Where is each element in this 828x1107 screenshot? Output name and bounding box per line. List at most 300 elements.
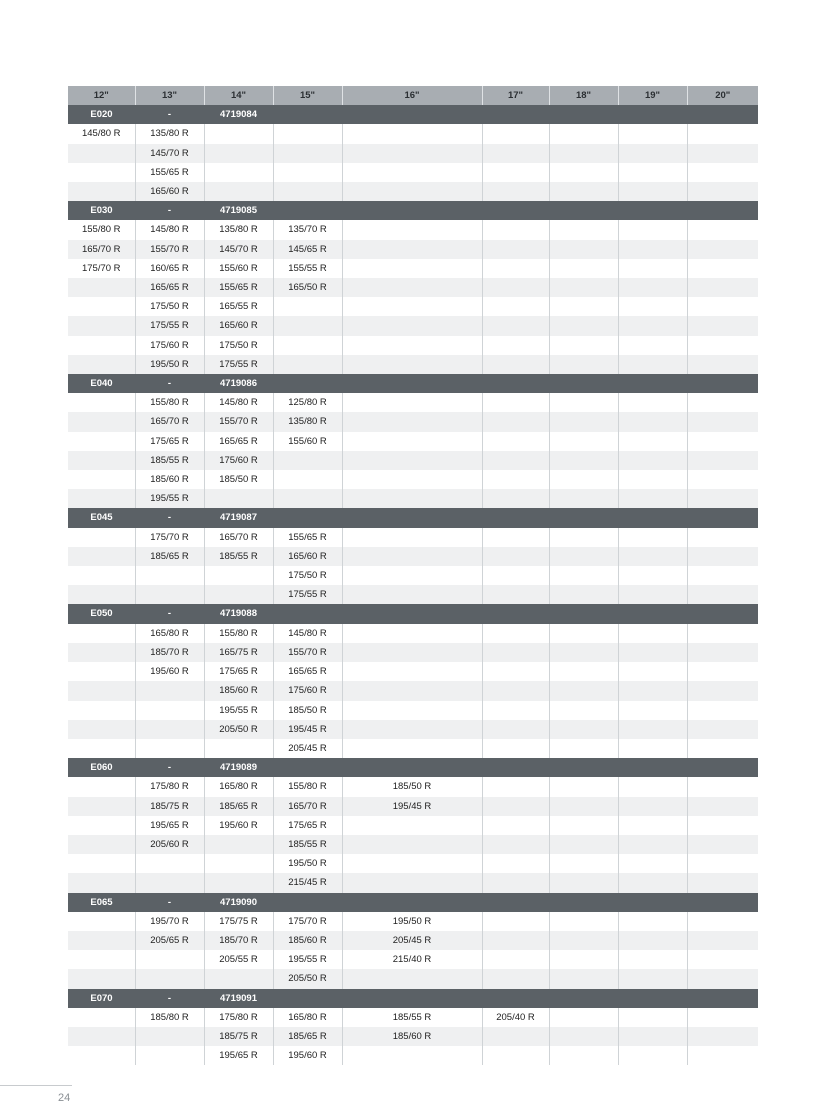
size-cell <box>687 950 758 969</box>
size-cell <box>342 240 482 259</box>
size-cell: 155/80 R <box>204 624 273 643</box>
group-header-cell <box>549 893 618 912</box>
size-cell <box>135 1027 204 1046</box>
size-cell <box>687 182 758 201</box>
size-cell <box>618 163 687 182</box>
size-cell <box>68 681 135 700</box>
size-cell: 215/45 R <box>273 873 342 892</box>
group-article-number: 4719088 <box>204 604 273 623</box>
size-cell <box>204 969 273 988</box>
size-cell <box>618 720 687 739</box>
table-row <box>68 336 758 355</box>
group-header-cell <box>482 201 549 220</box>
group-header-cell <box>482 604 549 623</box>
size-cell: 145/70 R <box>135 144 204 163</box>
table-row <box>68 412 758 431</box>
size-cell <box>549 489 618 508</box>
group-header-cell <box>482 989 549 1008</box>
table-row <box>68 873 758 892</box>
size-cell <box>68 163 135 182</box>
size-cell <box>482 144 549 163</box>
group-dash: - <box>135 604 204 623</box>
size-cell: 195/70 R <box>135 912 204 931</box>
size-cell <box>618 412 687 431</box>
size-cell <box>68 873 135 892</box>
size-cell <box>68 585 135 604</box>
table-row <box>68 432 758 451</box>
size-cell <box>68 412 135 431</box>
size-cell <box>687 432 758 451</box>
size-cell <box>549 336 618 355</box>
size-cell <box>204 489 273 508</box>
size-cell <box>68 316 135 335</box>
size-cell: 175/80 R <box>135 777 204 796</box>
size-cell: 145/80 R <box>204 393 273 412</box>
size-cell <box>68 643 135 662</box>
size-cell <box>549 220 618 239</box>
size-cell <box>687 336 758 355</box>
size-cell <box>482 240 549 259</box>
size-cell <box>68 297 135 316</box>
table-row <box>68 912 758 931</box>
size-cell: 185/60 R <box>342 1027 482 1046</box>
group-header-cell <box>482 758 549 777</box>
size-cell: 195/45 R <box>342 797 482 816</box>
size-cell <box>687 739 758 758</box>
size-cell <box>618 451 687 470</box>
group-dash: - <box>135 893 204 912</box>
size-cell <box>549 1008 618 1027</box>
table-row <box>68 624 758 643</box>
size-cell <box>68 797 135 816</box>
group-header-cell <box>687 374 758 393</box>
table-row <box>68 566 758 585</box>
size-cell: 165/70 R <box>68 240 135 259</box>
size-cell <box>687 662 758 681</box>
table-row <box>68 1046 758 1065</box>
group-header-cell <box>273 374 342 393</box>
size-cell <box>549 873 618 892</box>
group-header-cell <box>342 989 482 1008</box>
size-cell <box>549 643 618 662</box>
size-cell <box>687 1008 758 1027</box>
size-cell <box>549 278 618 297</box>
size-cell <box>482 585 549 604</box>
size-cell <box>618 931 687 950</box>
size-cell <box>549 816 618 835</box>
size-cell <box>204 585 273 604</box>
size-cell: 175/60 R <box>135 336 204 355</box>
size-cell: 175/50 R <box>273 566 342 585</box>
size-cell <box>482 720 549 739</box>
size-cell <box>482 278 549 297</box>
size-cell: 155/80 R <box>273 777 342 796</box>
group-header-cell <box>618 105 687 124</box>
table-row <box>68 163 758 182</box>
size-cell <box>68 739 135 758</box>
size-cell <box>342 124 482 143</box>
size-cell: 165/70 R <box>273 797 342 816</box>
size-cell <box>273 144 342 163</box>
size-cell <box>687 1027 758 1046</box>
group-header-cell <box>342 201 482 220</box>
size-cell <box>342 566 482 585</box>
size-cell <box>135 585 204 604</box>
size-cell <box>687 220 758 239</box>
size-cell <box>618 144 687 163</box>
group-dash: - <box>135 374 204 393</box>
size-cell <box>68 355 135 374</box>
size-cell <box>273 182 342 201</box>
size-cell <box>549 739 618 758</box>
size-cell <box>687 316 758 335</box>
size-cell: 175/70 R <box>68 259 135 278</box>
size-cell <box>549 585 618 604</box>
size-cell <box>549 470 618 489</box>
size-cell <box>687 873 758 892</box>
size-cell <box>618 681 687 700</box>
group-code: E030 <box>68 201 135 220</box>
size-cell <box>68 278 135 297</box>
size-cell <box>687 777 758 796</box>
size-cell <box>204 739 273 758</box>
size-cell <box>68 931 135 950</box>
size-cell: 155/55 R <box>273 259 342 278</box>
size-cell <box>68 912 135 931</box>
size-cell <box>135 739 204 758</box>
group-header-cell <box>687 508 758 527</box>
size-cell <box>549 1027 618 1046</box>
size-cell <box>68 182 135 201</box>
group-header-row <box>68 105 758 124</box>
size-cell: 175/55 R <box>204 355 273 374</box>
size-cell <box>482 950 549 969</box>
size-cell: 160/65 R <box>135 259 204 278</box>
size-cell: 145/80 R <box>135 220 204 239</box>
table-row <box>68 739 758 758</box>
size-cell <box>342 720 482 739</box>
size-cell <box>68 1027 135 1046</box>
size-cell <box>204 182 273 201</box>
size-cell <box>687 566 758 585</box>
size-cell <box>687 585 758 604</box>
header-17: 17" <box>482 86 549 105</box>
size-cell: 185/50 R <box>273 701 342 720</box>
size-cell <box>482 316 549 335</box>
size-cell <box>204 144 273 163</box>
group-code: E045 <box>68 508 135 527</box>
size-cell: 195/55 R <box>135 489 204 508</box>
size-cell: 155/80 R <box>68 220 135 239</box>
group-article-number: 4719086 <box>204 374 273 393</box>
size-cell: 195/50 R <box>273 854 342 873</box>
size-cell <box>549 854 618 873</box>
size-cell <box>273 470 342 489</box>
group-code: E050 <box>68 604 135 623</box>
group-header-cell <box>549 604 618 623</box>
size-cell <box>273 451 342 470</box>
group-header-cell <box>618 989 687 1008</box>
group-header-cell <box>342 508 482 527</box>
group-header-cell <box>549 989 618 1008</box>
size-cell <box>342 969 482 988</box>
size-cell <box>618 1008 687 1027</box>
group-header-cell <box>549 374 618 393</box>
size-cell <box>273 489 342 508</box>
table-row <box>68 259 758 278</box>
size-cell <box>687 701 758 720</box>
size-cell <box>68 720 135 739</box>
table-row <box>68 662 758 681</box>
size-cell <box>273 124 342 143</box>
table-row <box>68 297 758 316</box>
size-cell <box>482 777 549 796</box>
size-cell: 175/50 R <box>204 336 273 355</box>
table-row <box>68 470 758 489</box>
size-cell <box>618 355 687 374</box>
size-cell: 175/55 R <box>273 585 342 604</box>
size-cell: 145/70 R <box>204 240 273 259</box>
size-cell <box>482 797 549 816</box>
size-cell <box>273 163 342 182</box>
size-cell <box>68 393 135 412</box>
size-cell: 185/55 R <box>273 835 342 854</box>
size-cell <box>68 470 135 489</box>
size-cell <box>618 297 687 316</box>
size-cell <box>342 220 482 239</box>
size-cell <box>482 220 549 239</box>
size-cell <box>549 969 618 988</box>
size-cell <box>687 528 758 547</box>
table-row <box>68 797 758 816</box>
size-cell: 185/70 R <box>135 643 204 662</box>
size-cell <box>687 393 758 412</box>
size-cell <box>482 182 549 201</box>
size-cell <box>482 566 549 585</box>
size-cell: 135/80 R <box>273 412 342 431</box>
size-cell <box>342 144 482 163</box>
size-cell <box>687 124 758 143</box>
size-cell <box>549 355 618 374</box>
size-cell <box>687 144 758 163</box>
size-cell <box>687 720 758 739</box>
size-cell <box>549 412 618 431</box>
size-cell <box>342 432 482 451</box>
group-header-cell <box>618 508 687 527</box>
size-cell <box>68 1046 135 1065</box>
table-row <box>68 816 758 835</box>
group-article-number: 4719091 <box>204 989 273 1008</box>
size-cell <box>68 144 135 163</box>
size-cell <box>342 854 482 873</box>
size-cell: 165/60 R <box>204 316 273 335</box>
size-cell <box>68 662 135 681</box>
size-cell <box>549 797 618 816</box>
size-cell <box>549 259 618 278</box>
size-cell <box>687 912 758 931</box>
size-cell: 175/80 R <box>204 1008 273 1027</box>
group-header-cell <box>687 105 758 124</box>
size-cell <box>549 566 618 585</box>
size-cell <box>482 931 549 950</box>
size-cell <box>342 835 482 854</box>
size-cell: 205/50 R <box>273 969 342 988</box>
size-cell: 155/65 R <box>204 278 273 297</box>
group-header-cell <box>618 201 687 220</box>
size-cell <box>482 681 549 700</box>
size-cell: 185/50 R <box>204 470 273 489</box>
size-cell <box>342 643 482 662</box>
size-cell: 195/55 R <box>273 950 342 969</box>
size-cell <box>618 585 687 604</box>
size-cell <box>618 912 687 931</box>
size-cell: 135/80 R <box>204 220 273 239</box>
size-cell <box>68 816 135 835</box>
size-cell <box>482 739 549 758</box>
size-cell <box>687 931 758 950</box>
size-cell <box>482 528 549 547</box>
size-cell <box>135 566 204 585</box>
size-cell <box>687 835 758 854</box>
group-header-cell <box>342 893 482 912</box>
size-cell <box>618 220 687 239</box>
size-cell <box>68 969 135 988</box>
size-cell <box>342 489 482 508</box>
size-cell <box>135 854 204 873</box>
size-cell: 185/60 R <box>204 681 273 700</box>
table-row <box>68 124 758 143</box>
size-cell <box>618 528 687 547</box>
size-cell: 155/70 R <box>273 643 342 662</box>
header-18: 18" <box>549 86 618 105</box>
size-cell <box>342 393 482 412</box>
size-cell <box>204 854 273 873</box>
table-row <box>68 585 758 604</box>
size-cell <box>342 470 482 489</box>
size-cell <box>687 643 758 662</box>
group-header-cell <box>482 374 549 393</box>
size-cell: 185/65 R <box>204 797 273 816</box>
table-row <box>68 355 758 374</box>
group-dash: - <box>135 508 204 527</box>
size-cell <box>549 1046 618 1065</box>
group-dash: - <box>135 758 204 777</box>
size-cell <box>68 566 135 585</box>
size-cell <box>618 624 687 643</box>
size-cell <box>482 1027 549 1046</box>
group-header-cell <box>482 893 549 912</box>
header-20: 20" <box>687 86 758 105</box>
size-cell <box>687 259 758 278</box>
size-cell <box>618 835 687 854</box>
group-header-cell <box>273 201 342 220</box>
size-cell: 165/70 R <box>135 412 204 431</box>
size-cell <box>68 624 135 643</box>
size-cell: 185/80 R <box>135 1008 204 1027</box>
table-row <box>68 240 758 259</box>
size-cell <box>342 163 482 182</box>
size-cell <box>549 835 618 854</box>
size-cell <box>482 124 549 143</box>
size-cell: 165/70 R <box>204 528 273 547</box>
size-cell <box>68 432 135 451</box>
size-cell <box>342 624 482 643</box>
size-cell: 175/75 R <box>204 912 273 931</box>
size-cell: 205/55 R <box>204 950 273 969</box>
size-cell: 145/80 R <box>68 124 135 143</box>
size-cell <box>482 624 549 643</box>
size-cell <box>482 163 549 182</box>
size-cell: 165/80 R <box>273 1008 342 1027</box>
size-cell <box>342 451 482 470</box>
size-cell <box>549 777 618 796</box>
group-header-cell <box>687 989 758 1008</box>
size-cell <box>687 355 758 374</box>
size-cell <box>68 701 135 720</box>
size-cell <box>342 528 482 547</box>
size-cell <box>482 547 549 566</box>
size-cell <box>687 412 758 431</box>
group-header-row <box>68 989 758 1008</box>
table-row <box>68 144 758 163</box>
size-cell: 195/60 R <box>273 1046 342 1065</box>
group-code: E070 <box>68 989 135 1008</box>
size-cell <box>482 336 549 355</box>
size-cell <box>68 528 135 547</box>
size-cell <box>549 681 618 700</box>
size-cell <box>482 835 549 854</box>
size-cell <box>618 1027 687 1046</box>
size-cell: 175/60 R <box>204 451 273 470</box>
size-cell <box>687 470 758 489</box>
size-cell: 195/65 R <box>135 816 204 835</box>
size-cell <box>342 662 482 681</box>
size-cell <box>549 163 618 182</box>
size-cell <box>482 701 549 720</box>
size-cell <box>273 316 342 335</box>
size-cell <box>687 451 758 470</box>
size-cell: 195/50 R <box>342 912 482 931</box>
table-row <box>68 969 758 988</box>
size-cell <box>618 393 687 412</box>
size-cell <box>135 1046 204 1065</box>
size-cell <box>618 873 687 892</box>
table-body <box>68 105 758 1065</box>
size-cell: 195/60 R <box>204 816 273 835</box>
size-cell <box>482 259 549 278</box>
size-cell: 125/80 R <box>273 393 342 412</box>
size-cell <box>687 969 758 988</box>
size-cell <box>687 1046 758 1065</box>
table-row <box>68 489 758 508</box>
table-row <box>68 777 758 796</box>
group-dash: - <box>135 105 204 124</box>
group-header-cell <box>618 374 687 393</box>
size-cell <box>618 566 687 585</box>
size-cell <box>687 547 758 566</box>
size-cell: 205/45 R <box>342 931 482 950</box>
size-cell: 165/50 R <box>273 278 342 297</box>
size-cell: 145/80 R <box>273 624 342 643</box>
size-cell <box>482 873 549 892</box>
size-cell: 185/65 R <box>273 1027 342 1046</box>
size-cell <box>549 240 618 259</box>
size-cell <box>549 393 618 412</box>
size-cell <box>618 701 687 720</box>
header-row <box>68 86 758 105</box>
size-cell <box>618 950 687 969</box>
size-cell <box>342 681 482 700</box>
